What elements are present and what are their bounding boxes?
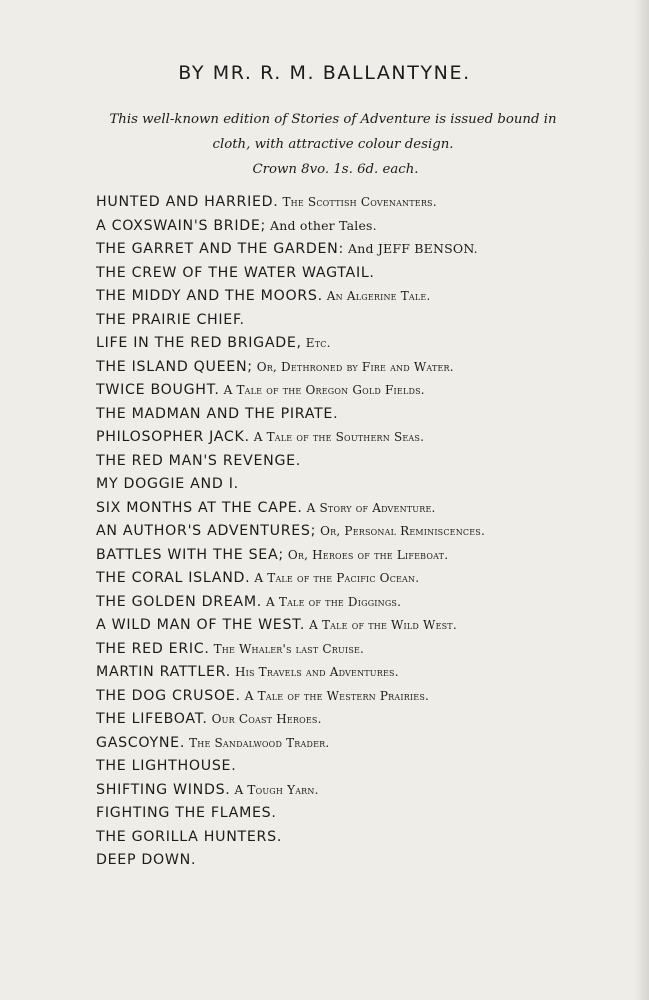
book-entry [96, 848, 596, 872]
book-title: A COXSWAIN'S BRIDE; [96, 217, 267, 234]
book-subtitle: The Whaler's last Cruise. [213, 641, 365, 656]
book-entry [96, 637, 596, 661]
book-entry [96, 613, 596, 637]
book-entry [96, 261, 596, 285]
book-title: THE CREW OF THE WATER WAGTAIL. [96, 264, 375, 281]
price-line: Crown 8vo. 1s. 6d. each. [252, 162, 419, 177]
book-entry [96, 684, 596, 708]
intro-line-1: This well-known edition of Stories of Adventure is issued bound in [109, 112, 557, 127]
intro-text [78, 107, 588, 157]
book-title: FIGHTING THE FLAMES. [96, 805, 277, 821]
book-entry [96, 590, 596, 614]
book-entry [96, 754, 596, 778]
page-heading: BY MR. R. M. BALLANTYNE. [178, 62, 471, 84]
book-title: LIFE IN THE RED BRIGADE, [96, 335, 302, 351]
book-subtitle: His Travels and Adventures. [234, 665, 399, 679]
book-title: PHILOSOPHER JACK. [96, 429, 250, 445]
book-title: THE GARRET AND THE GARDEN: [96, 241, 344, 257]
book-entry [96, 237, 596, 261]
book-subtitle: An Algerine Tale. [326, 289, 431, 303]
book-title: THE MADMAN AND THE PIRATE. [96, 405, 339, 422]
book-entry [96, 660, 596, 684]
book-subtitle: And other Tales. [270, 217, 377, 233]
book-title: THE GOLDEN DREAM. [96, 593, 262, 610]
book-entry [96, 190, 596, 214]
book-title: AN AUTHOR'S ADVENTURES; [96, 523, 317, 539]
book-entry [96, 731, 596, 755]
book-subtitle: A Tale of the Diggings. [266, 594, 402, 609]
book-title: TWICE BOUGHT. [96, 382, 220, 398]
book-title: THE LIGHTHOUSE. [96, 758, 237, 774]
book-title: THE CORAL ISLAND. [96, 570, 251, 586]
book-subtitle: A Tale of the Oregon Gold Fields. [223, 383, 425, 397]
book-subtitle: A Tale of the Wild West. [309, 618, 457, 632]
book-subtitle: And JEFF BENSON. [347, 241, 478, 256]
book-title: THE MIDDY AND THE MOORS. [96, 288, 323, 304]
book-title: MY DOGGIE AND I. [96, 476, 239, 492]
book-subtitle: Etc. [305, 336, 331, 350]
book-entry [96, 402, 596, 426]
book-title: BATTLES WITH THE SEA; [96, 546, 284, 563]
book-entry [96, 214, 596, 238]
book-title: THE PRAIRIE CHIEF. [96, 311, 245, 328]
book-title: THE LIFEBOAT. [96, 711, 208, 727]
book-subtitle: Our Coast Heroes. [211, 712, 322, 726]
book-title: DEEP DOWN. [96, 852, 197, 868]
book-entry [96, 331, 596, 355]
book-entry [96, 801, 596, 825]
book-title: SHIFTING WINDS. [96, 781, 231, 798]
book-title: HUNTED AND HARRIED. [96, 194, 279, 210]
book-subtitle: A Tale of the Western Prairies. [244, 688, 430, 703]
book-entry [96, 825, 596, 849]
book-subtitle: The Scottish Covenanters. [282, 195, 437, 209]
page-edge-shadow [635, 0, 649, 1000]
book-subtitle: A Tale of the Pacific Ocean. [254, 571, 420, 585]
book-entry [96, 778, 596, 802]
book-title: MARTIN RATTLER. [96, 664, 231, 680]
book-entry [96, 449, 596, 473]
book-subtitle: Or, Heroes of the Lifeboat. [287, 547, 449, 562]
book-entry [96, 378, 596, 402]
book-subtitle: A Story of Adventure. [306, 500, 436, 515]
book-title: SIX MONTHS AT THE CAPE. [96, 499, 303, 516]
book-subtitle: A Tough Yarn. [234, 782, 319, 797]
book-entry [96, 284, 596, 308]
book-title: THE RED MAN'S REVENGE. [96, 452, 302, 469]
book-entry [96, 355, 596, 379]
book-title: THE RED ERIC. [96, 640, 210, 657]
book-entry [96, 425, 596, 449]
book-entry [96, 707, 596, 731]
book-title: THE ISLAND QUEEN; [96, 358, 253, 375]
book-title: THE DOG CRUSOE. [96, 687, 241, 704]
book-subtitle: The Sandalwood Trader. [189, 735, 330, 750]
book-subtitle: A Tale of the Southern Seas. [253, 430, 425, 444]
book-entry [96, 543, 596, 567]
book-title-list [96, 190, 596, 872]
book-subtitle: Or, Personal Reminiscences. [320, 524, 485, 538]
book-entry [96, 472, 596, 496]
book-entry [96, 308, 596, 332]
intro-line-2: cloth, with attractive colour design. [212, 137, 454, 152]
book-subtitle: Or, Dethroned by Fire and Water. [256, 359, 454, 374]
book-title: GASCOYNE. [96, 734, 186, 751]
book-entry [96, 566, 596, 590]
book-title: A WILD MAN OF THE WEST. [96, 617, 306, 633]
book-title: THE GORILLA HUNTERS. [96, 828, 283, 845]
book-entry [96, 496, 596, 520]
book-entry [96, 519, 596, 543]
